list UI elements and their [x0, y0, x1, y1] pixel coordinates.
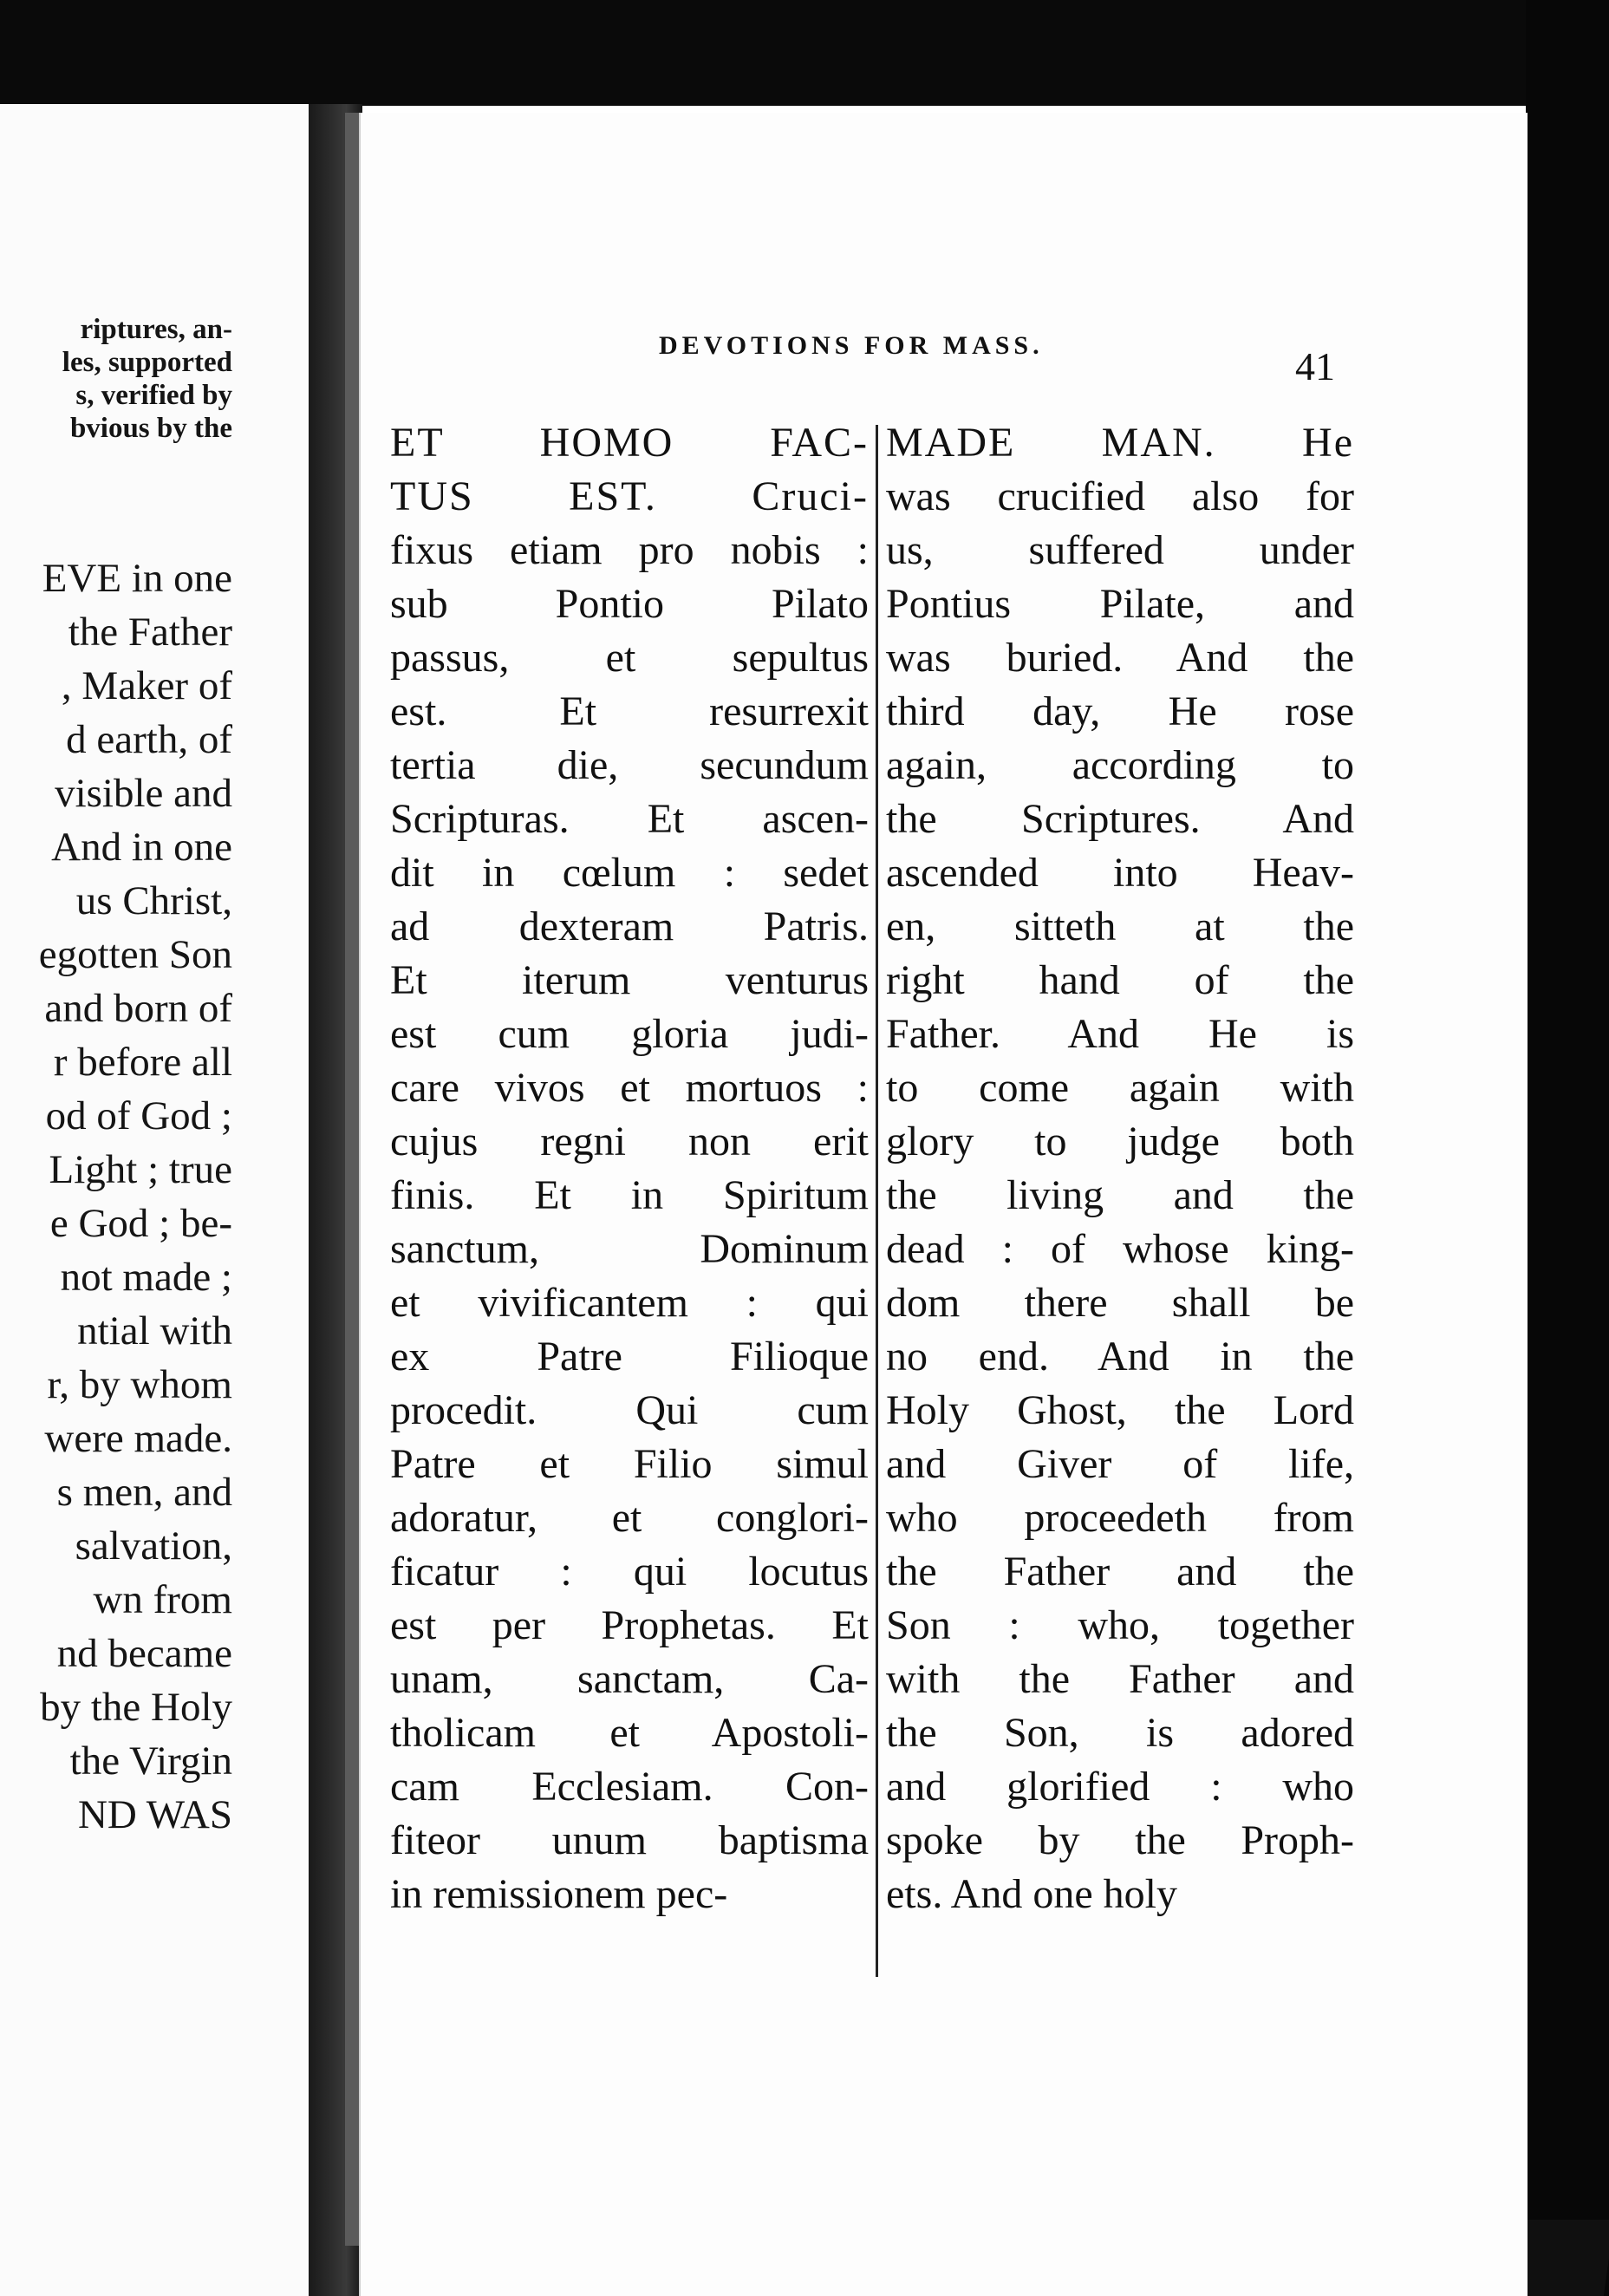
- latin-line: ET HOMO FAC-: [390, 420, 869, 466]
- latin-line: dit in cœlum : sedet: [390, 850, 869, 896]
- english-line: the Scriptures. And: [886, 796, 1354, 842]
- english-line: was buried. And the: [886, 635, 1354, 681]
- left-page-line: were made.: [44, 1416, 232, 1461]
- english-line: the living and the: [886, 1172, 1354, 1218]
- left-page-line: ND WAS: [77, 1792, 232, 1837]
- english-line: glory to judge both: [886, 1119, 1354, 1164]
- english-line: the Son, is adored: [886, 1710, 1354, 1756]
- latin-line: passus, et sepultus: [390, 635, 869, 681]
- left-page-line: d earth, of: [66, 717, 232, 762]
- english-line: the Father and the: [886, 1549, 1354, 1595]
- latin-line: Et iterum venturus: [390, 957, 869, 1003]
- latin-line: sanctum, Dominum: [390, 1226, 869, 1272]
- latin-line: Patre et Filio simul: [390, 1441, 869, 1487]
- english-line: Pontius Pilate, and: [886, 581, 1354, 627]
- english-line: us, suffered under: [886, 527, 1354, 573]
- left-page-line: by the Holy: [40, 1685, 232, 1730]
- left-page-line: the Virgin: [69, 1738, 232, 1784]
- latin-line: procedit. Qui cum: [390, 1387, 869, 1433]
- left-page-line: riptures, an-: [80, 314, 232, 345]
- latin-line: adoratur, et conglori-: [390, 1495, 869, 1541]
- latin-line: est per Prophetas. Et: [390, 1602, 869, 1648]
- english-line: en, sitteth at the: [886, 903, 1354, 949]
- latin-line: finis. Et in Spiritum: [390, 1172, 869, 1218]
- latin-line: ficatur : qui locutus: [390, 1549, 869, 1595]
- left-page-line: , Maker of: [61, 663, 232, 708]
- english-line: Father. And He is: [886, 1011, 1354, 1057]
- latin-line: est. Et resurrexit: [390, 688, 869, 734]
- left-page-line: r before all: [53, 1040, 232, 1085]
- english-line: Holy Ghost, the Lord: [886, 1387, 1354, 1433]
- latin-line: tertia die, secundum: [390, 742, 869, 788]
- left-page-line: wn from: [93, 1577, 232, 1622]
- left-page-line: and born of: [44, 986, 232, 1031]
- latin-line: tholicam et Apostoli-: [390, 1710, 869, 1756]
- english-column: [886, 416, 1354, 1921]
- left-page-line: bvious by the: [69, 413, 232, 444]
- left-page-line: od of God ;: [45, 1093, 232, 1138]
- english-line: dead : of whose king-: [886, 1226, 1354, 1272]
- english-line: right hand of the: [886, 957, 1354, 1003]
- column-divider: [876, 425, 878, 1977]
- book-spine-edge: [345, 113, 359, 2246]
- left-page-line: And in one: [51, 825, 232, 870]
- latin-line: est cum gloria judi-: [390, 1011, 869, 1057]
- english-line: who proceedeth from: [886, 1495, 1354, 1541]
- left-page-line: not made ;: [60, 1255, 232, 1300]
- english-line: and glorified : who: [886, 1764, 1354, 1810]
- left-page-line: EVE in one: [42, 556, 232, 601]
- left-page-line: r, by whom: [47, 1362, 232, 1407]
- english-line: with the Father and: [886, 1656, 1354, 1702]
- left-page-line: salvation,: [75, 1523, 232, 1569]
- english-line: to come again with: [886, 1065, 1354, 1111]
- left-page-line: Light ; true: [49, 1147, 232, 1192]
- latin-line: in remissionem pec-: [390, 1871, 728, 1917]
- latin-line: fiteor unum baptisma: [390, 1817, 869, 1863]
- running-head: DEVOTIONS FOR MASS.: [659, 331, 1044, 360]
- latin-line: care vivos et mortuos :: [390, 1065, 869, 1111]
- english-line: was crucified also for: [886, 473, 1354, 519]
- english-line: spoke by the Proph-: [886, 1817, 1354, 1863]
- english-line: ets. And one holy: [886, 1871, 1177, 1917]
- page-number: 41: [1295, 344, 1335, 388]
- latin-line: sub Pontio Pilato: [390, 581, 869, 627]
- latin-line: fixus etiam pro nobis :: [390, 527, 869, 573]
- english-line: ascended into Heav-: [886, 850, 1354, 896]
- english-line: dom there shall be: [886, 1280, 1354, 1326]
- latin-line: cujus regni non erit: [390, 1119, 869, 1164]
- left-page-line: visible and: [55, 771, 232, 816]
- english-line: third day, He rose: [886, 688, 1354, 734]
- english-line: Son : who, together: [886, 1602, 1354, 1648]
- latin-line: ad dexteram Patris.: [390, 903, 869, 949]
- latin-line: et vivificantem : qui: [390, 1280, 869, 1326]
- dark-backdrop-right: [1526, 0, 1609, 2296]
- left-page-line: the Father: [68, 610, 232, 655]
- left-page-line: s, verified by: [75, 380, 232, 411]
- left-page-line: les, supported: [62, 347, 232, 378]
- latin-line: Scripturas. Et ascen-: [390, 796, 869, 842]
- left-page-line: nd became: [56, 1631, 232, 1676]
- latin-line: cam Ecclesiam. Con-: [390, 1764, 869, 1810]
- left-page-line: s men, and: [56, 1470, 232, 1515]
- previous-page: [0, 104, 309, 2296]
- dark-backdrop-top: [0, 0, 1609, 106]
- english-line: MADE MAN. He: [886, 420, 1354, 466]
- latin-line: ex Patre Filioque: [390, 1334, 869, 1380]
- latin-line: unam, sanctam, Ca-: [390, 1656, 869, 1702]
- english-line: no end. And in the: [886, 1334, 1354, 1380]
- left-page-line: egotten Son: [38, 932, 232, 977]
- latin-column: [390, 416, 869, 1921]
- english-line: again, according to: [886, 742, 1354, 788]
- english-line: and Giver of life,: [886, 1441, 1354, 1487]
- left-page-line: ntial with: [77, 1308, 232, 1353]
- left-page-line: e God ; be-: [49, 1201, 232, 1246]
- latin-line: TUS EST. Cruci-: [390, 473, 869, 519]
- left-page-line: us Christ,: [75, 878, 232, 923]
